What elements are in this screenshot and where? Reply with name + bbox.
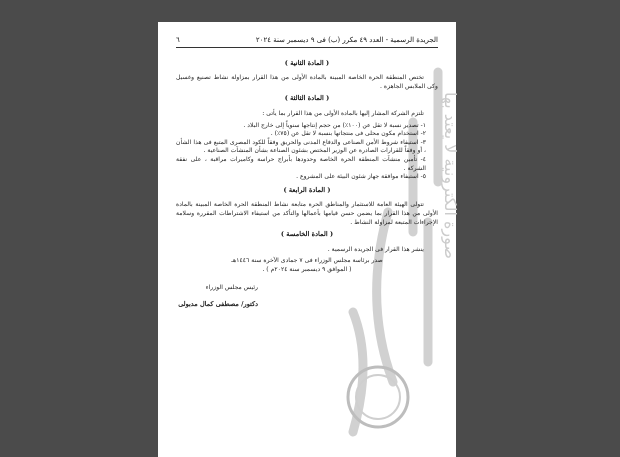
document-content [176, 36, 438, 309]
signature-name: دكتور/ مصطفى كمال مدبولى [178, 300, 258, 309]
corresponding-date: ( الموافق ٩ ديسمبر سنة ٢٠٢٤م ) . [262, 265, 352, 273]
article-5-title: ( المادة الخامسة ) [280, 230, 334, 239]
page-number: ٦ [176, 36, 180, 44]
article-3-title: ( المادة الثالثة ) [284, 94, 330, 103]
list-item: ١- تصدير نسبة لا تقل عن (١٠٠٪) من حجم إنتاجها سنوياً إلى خارج البلاد . [243, 121, 426, 129]
article-3-list [176, 122, 438, 182]
header-title: الجريدة الرسمية - العدد ٤٩ مكرر (ب) فى ٩ ديسمبر سنة ٢٠٢٤ [255, 36, 438, 44]
watermark-text: صورة الكترونية لا يعتد بها [441, 92, 460, 259]
article-4-text: تتولى الهيئة العامة للاستثمار والمناطق الحرة متابعة نشاط المنطقة الحرة الخاصة المبينة بالمادة الأولى من هذا القرار بما يضمن حسن قيامها بأعمالها والتأكد من استيفاء الاشتراطات المقررة وسلامة الإجراءات المتبعة لمزاولة النشاط . [176, 201, 438, 226]
article-3-intro: تلتزم الشركة المشار إليها بالمادة الأولى من هذا القرار بما يأتى : [262, 109, 424, 117]
list-item: ٤- تأمين منشآت المنطقة الحرة الخاصة وحدودها بأبراج حراسة وكاميرات مراقبة ، على نفقة الشركة . [176, 155, 426, 172]
article-4-title: ( المادة الرابعة ) [283, 185, 331, 194]
article-5-text: ينشر هذا القرار فى الجريدة الرسمية . [327, 245, 424, 253]
list-item: ٣- استيفاء شروط الأمن الصناعى والدفاع المدنى والحريق وفقاً للكود المصرى المتبع فى هذا الشأن ، أو وفقاً للقرارات الصادرة عن الوزير المختص بشئون الصناعة بشأن المنشآت الصناعية . [176, 138, 426, 155]
list-item: ٥- استيفاء موافقة جهاز شئون البيئة على المشروع . [296, 173, 426, 181]
page-header [176, 36, 438, 45]
signature-block [176, 284, 438, 308]
document-page [158, 22, 460, 457]
header-divider [176, 47, 438, 48]
article-2-text: تختص المنطقة الحرة الخاصة المبينة بالمادة الأولى من هذا القرار بمزاولة نشاط تصنيع وغسيل وكى الملابس الجاهزة . [176, 74, 438, 90]
list-item: ٢- استخدام مكون محلى فى منتجاتها بنسبة لا تقل عن (٧٥٪) . [270, 130, 426, 138]
article-2-title: ( المادة الثانية ) [284, 58, 330, 67]
issued-date: صدر برئاسة مجلس الوزراء فى ٧ جمادى الآخرة سنة ١٤٤٦هـ [231, 257, 383, 265]
signature-role: رئيس مجلس الوزراء [205, 284, 258, 292]
